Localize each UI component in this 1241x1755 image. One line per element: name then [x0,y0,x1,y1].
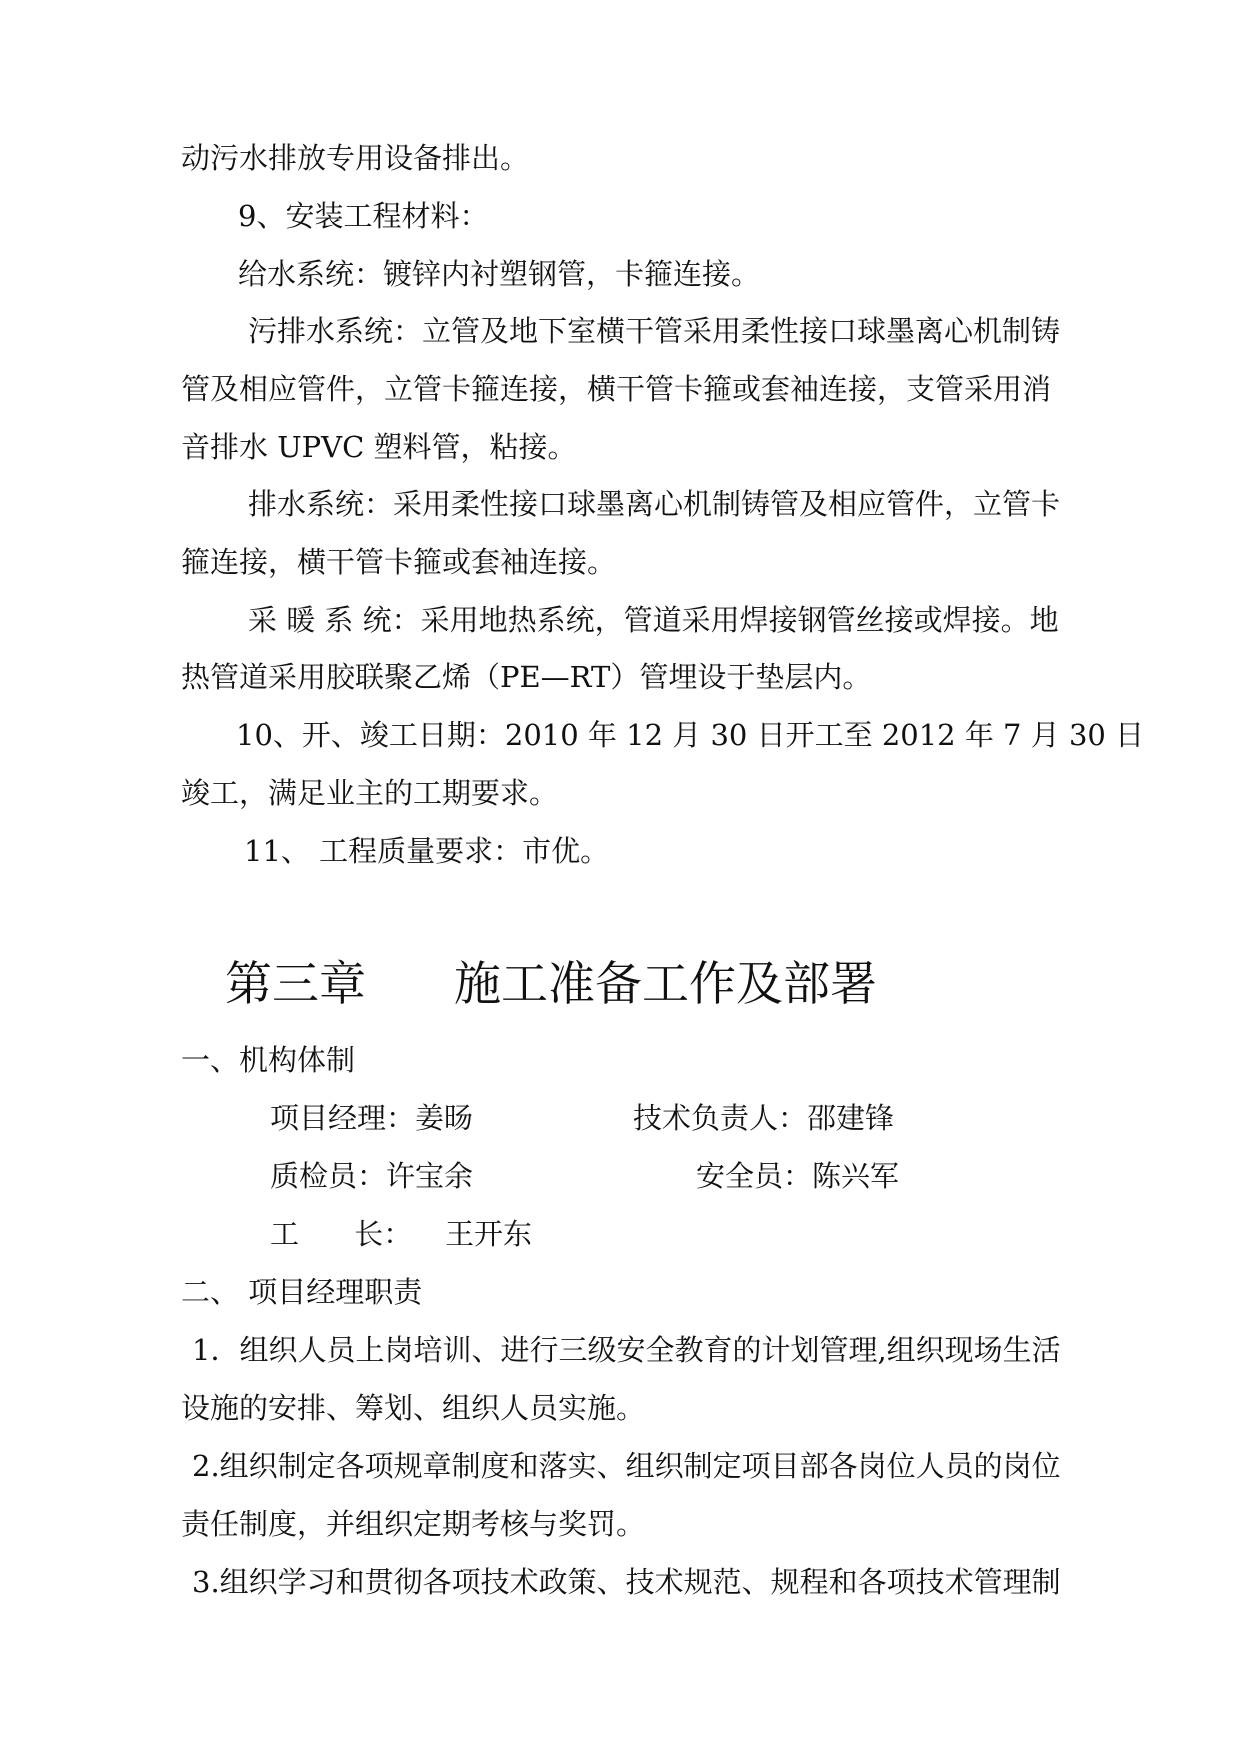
section-heading: 二、 项目经理职责 [181,1275,423,1309]
text-line: 10、开、竣工日期：2010 年 12 月 30 日开工至 2012 年 7 月 30 日 [236,718,1145,752]
chapter-heading [225,955,877,1015]
text-line: 音排水 UPVC 塑料管，粘接。 [181,430,577,464]
text-line: 排水系统：采用柔性接口球墨离心机制铸管及相应管件，立管卡 [248,487,1061,521]
foreman-label: 工 长： [270,1217,413,1251]
text-line: 给水系统：镀锌内衬塑钢管，卡箍连接。 [238,257,761,291]
list-item: 1．组织人员上岗培训、进行三级安全教育的计划管理,组织现场生活 [192,1333,1061,1367]
text-line: 11、 工程质量要求：市优。 [244,834,610,868]
text-line: 热管道采用胶联聚乙烯（PE—RT）管埋设于垫层内。 [181,660,872,694]
chapter-title: 施工准备工作及部署 [454,957,877,1012]
project-manager: 项目经理：姜旸 [270,1101,474,1135]
chapter-number: 第三章 [225,957,366,1012]
list-item-continuation: 责任制度，并组织定期考核与奖罚。 [181,1507,646,1541]
text-line: 9、安装工程材料： [238,199,489,233]
text-line: 箍连接，横干管卡箍或套袖连接。 [181,545,617,579]
list-item: 3.组织学习和贯彻各项技术政策、技术规范、规程和各项技术管理制 [192,1565,1061,1599]
section-heading: 一、机构体制 [181,1043,356,1077]
technical-lead: 技术负责人：邵建锋 [633,1101,895,1135]
quality-inspector: 质检员：许宝余 [270,1159,474,1193]
safety-officer: 安全员：陈兴军 [696,1159,900,1193]
text-line: 动污水排放专用设备排出。 [181,141,530,175]
text-line: 污排水系统：立管及地下室横干管采用柔性接口球墨离心机制铸 [248,314,1061,348]
foreman-name: 王开东 [445,1217,533,1251]
text-line: 竣工，满足业主的工期要求。 [181,776,559,810]
text-line: 采 暖 系 统：采用地热系统，管道采用焊接钢管丝接或焊接。地 [248,603,1059,637]
text-line: 管及相应管件，立管卡箍连接，横干管卡箍或套袖连接，支管采用消 [181,372,1052,406]
list-item-continuation: 设施的安排、筹划、组织人员实施。 [181,1391,646,1425]
list-item: 2.组织制定各项规章制度和落实、组织制定项目部各岗位人员的岗位 [192,1449,1061,1483]
